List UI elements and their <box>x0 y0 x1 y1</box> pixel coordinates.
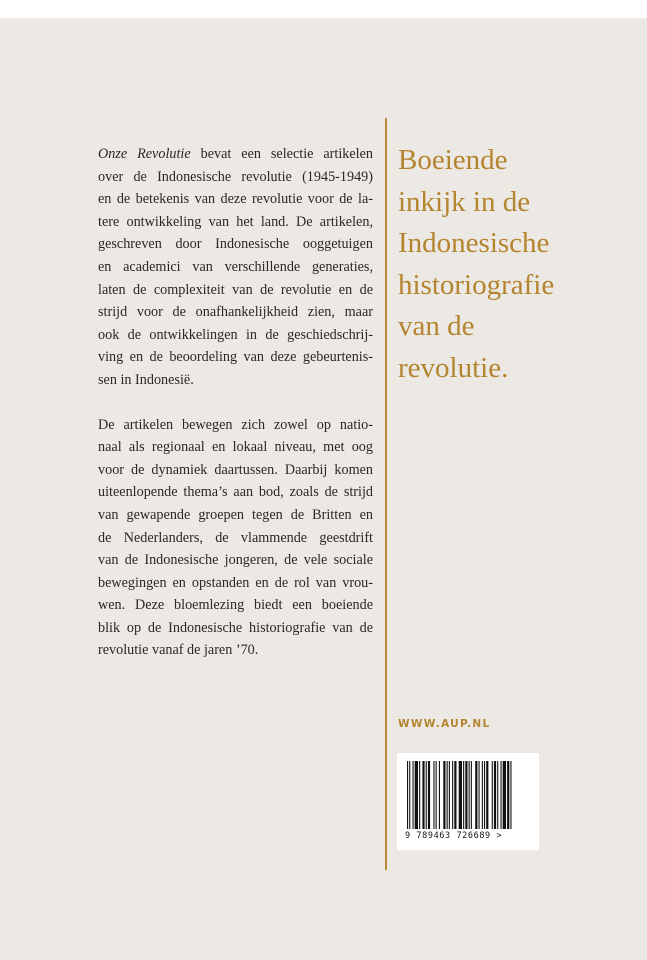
blurb-line: strijd voor de onafhankelijkheid zien, maar <box>98 304 373 321</box>
barcode-bar <box>503 761 506 829</box>
barcode-bar <box>482 761 483 829</box>
blurb-line: sen in Indonesië. <box>98 371 194 388</box>
blurb-line: laten de complexiteit van de revolutie en de <box>98 281 373 298</box>
isbn-number: 9 789463 726689 > <box>405 831 503 841</box>
blurb-line: geschreven door Indonesische ooggetuigen <box>98 236 373 253</box>
blurb-line: naal als regionaal en lokaal niveau, met oog <box>98 439 373 456</box>
blurb-line: bewegingen en opstanden en de rol van vrou- <box>98 574 373 591</box>
barcode-bar <box>479 761 480 829</box>
tagline-line: inkijk in de <box>398 185 531 218</box>
blurb-text <box>98 143 373 662</box>
barcode-bar <box>436 761 437 829</box>
tagline <box>398 140 638 389</box>
barcode-bar <box>497 761 498 829</box>
blurb-paragraph-1 <box>98 143 373 392</box>
tagline-line: Boeiende <box>398 144 508 176</box>
blurb-line: en de betekenis van deze revolutie voor de la- <box>98 191 373 208</box>
barcode-bar <box>484 761 485 829</box>
blurb-line: en academici van verschillende generaties, <box>98 258 373 275</box>
back-cover <box>0 18 647 960</box>
barcode-bar <box>419 761 420 829</box>
barcode-bar <box>469 761 470 829</box>
barcode-bar <box>471 761 472 829</box>
blurb-line: revolutie vanaf de jaren ’70. <box>98 642 259 659</box>
barcode-bar <box>507 761 509 829</box>
barcode-bar <box>452 761 453 829</box>
barcode-bar <box>413 761 414 829</box>
tagline-line: Indonesische <box>398 227 550 259</box>
blurb-line: voor de dynamiek daartussen. Daarbij komen <box>98 461 373 478</box>
blurb-line: van de Indonesische jongeren, de vele sociale <box>98 552 373 569</box>
blurb-line: van gewapende groepen tegen de Britten en <box>98 506 373 523</box>
vertical-divider <box>385 118 387 870</box>
barcode-bar <box>422 761 424 829</box>
blurb-line: ving en de beoordeling van deze gebeurtenis- <box>98 349 373 366</box>
barcode-bar <box>492 761 493 829</box>
tagline-line: historiografie <box>398 268 555 301</box>
blurb-line: wen. Deze bloemlezing biedt een boeiende <box>98 597 373 614</box>
barcode-bar <box>409 761 410 829</box>
book-title-italic: Onze Revolutie <box>98 146 191 162</box>
publisher-website[interactable]: WWW.AUP.NL <box>398 718 491 730</box>
blurb-line: uiteenlopende thema’s aan bod, zoals de strijd <box>98 484 373 501</box>
blurb-line: blik op de Indonesische historiografie van de <box>98 619 373 636</box>
barcode-bar <box>494 761 496 829</box>
barcode-bar <box>475 761 477 829</box>
barcode-bar <box>433 761 434 829</box>
blurb-line: de Nederlanders, de vlammende geestdrift <box>98 529 373 546</box>
barcode-bar <box>463 761 464 829</box>
isbn-barcode <box>397 753 539 850</box>
barcode-bar <box>449 761 450 829</box>
barcode-bar <box>486 761 488 829</box>
barcode-bar <box>415 761 418 829</box>
barcode-bar <box>443 761 445 829</box>
barcode-bar <box>407 761 408 829</box>
barcode-bar <box>447 761 448 829</box>
barcode-bar <box>426 761 427 829</box>
barcode-bar <box>510 761 511 829</box>
blurb-line: ook de ontwikkelingen in de geschiedschrij- <box>98 326 373 343</box>
barcode-bar <box>465 761 467 829</box>
blurb-paragraph-2 <box>98 414 373 663</box>
blurb-line: Onze Revolutie bevat een selectie artikelen <box>98 146 373 162</box>
blurb-line: De artikelen bewegen zich zowel op natio- <box>98 416 373 433</box>
barcode-bar <box>459 761 462 829</box>
barcode-bar <box>439 761 440 829</box>
barcode-bar <box>428 761 430 829</box>
blurb-line: over de Indonesische revolutie (1945-1949) <box>98 168 373 185</box>
tagline-line: van de <box>398 310 475 342</box>
blurb-line: tere ontwikkeling van het land. De artikelen, <box>98 213 373 230</box>
tagline-line: revolutie. <box>398 351 509 384</box>
barcode-bar <box>454 761 456 829</box>
barcode-bar <box>501 761 502 829</box>
barcode-bars <box>407 761 529 831</box>
